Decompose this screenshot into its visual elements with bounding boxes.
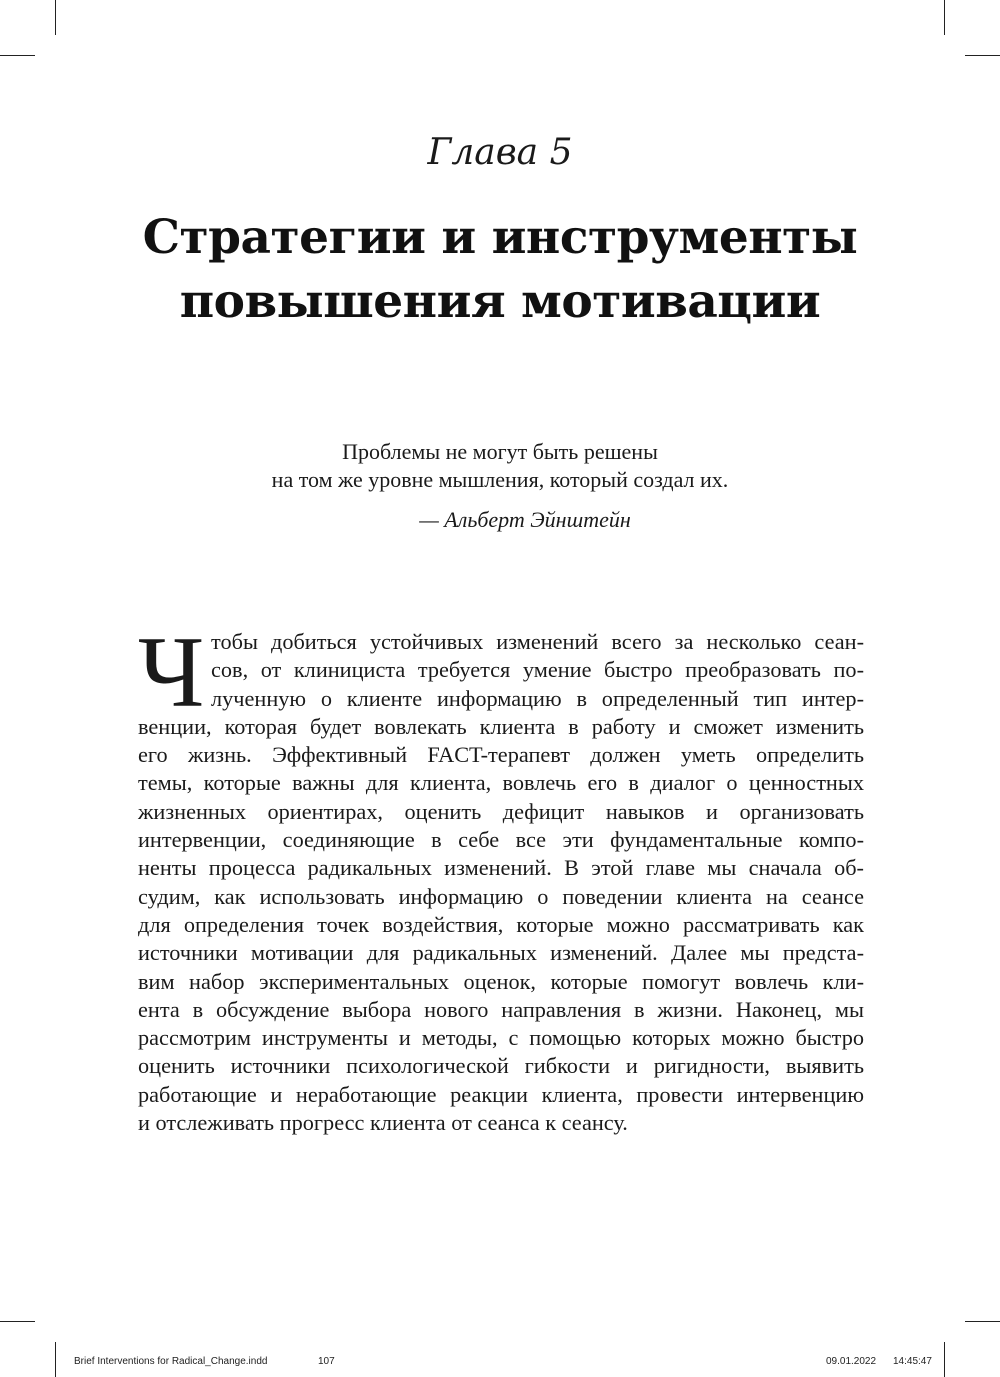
body-line: ента в обсуждение выбора нового направления в жизни. Наконец, мы [138,996,864,1022]
crop-mark-bottom-left [55,1342,56,1377]
slug-date: 09.01.2022 [826,1356,877,1367]
epigraph-line: на том же уровне мышления, который создал их. [271,467,729,492]
body-line: и отслеживать прогресс клиента от сеанса к сеансу. [138,1110,628,1136]
crop-mark-bottom-right [944,1342,945,1377]
body-line: судим, как использовать информацию о поведении клиента на сеансе [138,883,864,909]
body-line: его жизнь. Эффективный FACT-терапевт должен уметь определить [138,742,864,768]
body-line: вим набор экспериментальных оценок, которые помогут вовлечь кли- [138,968,864,994]
crop-mark-top-right-h [965,55,1000,56]
body-line: интервенции, соединяющие в себе все эти фундаментальные компо- [138,827,864,853]
body-line: работающие и неработающие реакции клиента, провести интервенцию [138,1081,864,1107]
chapter-title-line: повышения мотивации [179,274,821,329]
body-line: источники мотивации для радикальных изменений. Далее мы предста- [138,940,864,966]
slug-page: 107 [318,1356,335,1367]
crop-mark-top-right [944,0,945,35]
body-line: жизненных ориентирах, оценить дефицит навыков и организовать [138,798,864,824]
body-line: для определения точек воздействия, которые можно рассматривать как [138,911,864,937]
epigraph-quote [0,438,1000,494]
drop-cap: Ч [138,616,205,729]
body-line: оценить источники психологической гибкости и ригидности, выявить [138,1053,864,1079]
body-line: ненты процесса радикальных изменений. В этой главе мы сначала об- [138,855,864,881]
body-line: темы, которые важны для клиента, вовлечь его в диалог о ценностных [138,770,864,796]
body-line: венции, которая будет вовлекать клиента в работу и сможет изменить [138,713,864,739]
crop-mark-top-left [55,0,56,35]
chapter-title-line: Стратегии и инструменты [142,210,858,265]
slug-time: 14:45:47 [893,1356,932,1367]
crop-mark-bottom-right-h [965,1321,1000,1322]
slug-file: Brief Interventions for Radical_Change.indd [74,1356,268,1367]
chapter-title [0,206,1000,334]
chapter-label: Глава 5 [427,132,573,173]
body-line: сов, от клинициста требуется умение быстро преобразовать по- [211,657,864,683]
body-line: лученную о клиенте информацию в определенный тип интер- [211,685,864,711]
crop-mark-top-left-h [0,55,35,56]
body-line: рассмотрим инструменты и методы, с помощью которых можно быстро [138,1025,864,1051]
body-line: тобы добиться устойчивых изменений всего за несколько сеан- [211,629,864,654]
body-paragraph [138,616,864,1137]
crop-mark-bottom-left-h [0,1321,35,1322]
epigraph-author: — Альберт Эйнштейн [419,507,631,532]
epigraph-line: Проблемы не могут быть решены [342,439,658,464]
